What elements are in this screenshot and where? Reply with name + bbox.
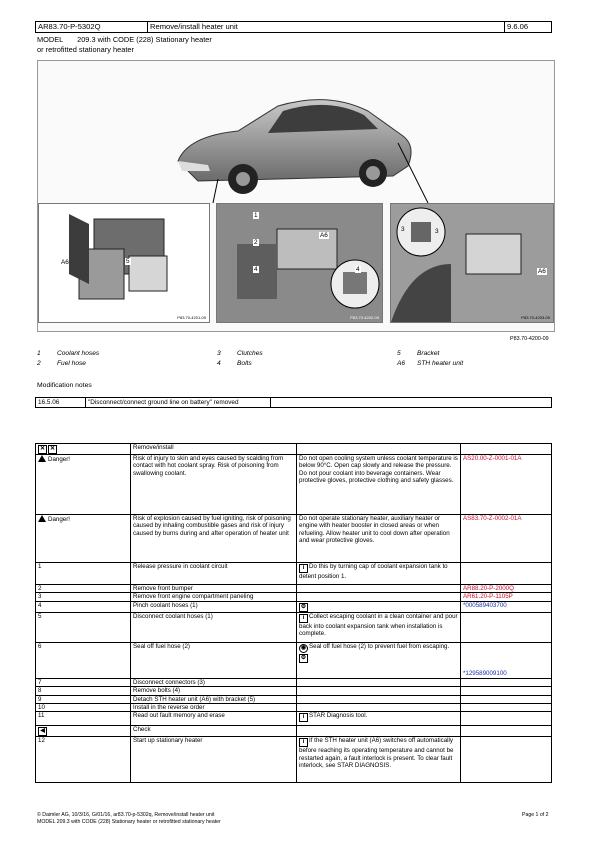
legend-item: 5 Bracket — [397, 350, 440, 357]
danger-measure: Do not operate stationary heater, auxiliary heater or engine with heater booster in closed areas or when refueling. Allow heater unit to cool down after operation and wear protective gloves. — [297, 515, 461, 563]
table-row — [36, 678, 552, 686]
step-ref-link[interactable]: AR88.20-P-2000Q — [461, 585, 552, 593]
doc-title: Remove/install heater unit — [148, 22, 505, 33]
step-action: Remove front bumper — [131, 585, 297, 593]
table-row — [36, 563, 552, 585]
step-note: i Collect escaping coolant in a clean container and pour back into coolant expansion tank when installation is complete. — [297, 612, 461, 642]
step-note: i STAR Diagnosis tool. — [297, 712, 461, 726]
remove-install-icons: ✕ ✕ — [36, 444, 131, 455]
callout-5: 5 — [126, 258, 130, 265]
callout-4-detail: 4 — [356, 266, 360, 273]
step-action: Seal off fuel hose (2) — [131, 642, 297, 678]
step-action: Remove bolts (4) — [131, 687, 297, 695]
callout-3: 3 — [401, 226, 405, 233]
check-icon-cell — [36, 726, 131, 737]
legend-item: 4 Bolts — [217, 360, 252, 367]
step-action: Remove front engine compartment paneling — [131, 593, 297, 601]
step-action: Detach STH heater unit (A6) with bracket (5) — [131, 695, 297, 703]
table-row — [36, 601, 552, 612]
footer-line-2: MODEL 209.3 with CODE (228) Stationary heater or retrofitted stationary heater — [37, 819, 221, 825]
wheel-arch-drawing — [391, 204, 553, 322]
footer-line-1: © Daimler AG, 10/3/16, G/01/16, ar83.70-p-5302q, Remove/install heater unit — [37, 812, 215, 818]
legend — [37, 350, 553, 370]
warning-icon — [38, 455, 46, 462]
figure-ref: P83.70-4200-09 — [510, 336, 549, 342]
table-row — [36, 695, 552, 703]
info-icon: i — [299, 614, 308, 623]
step-number: 4 — [36, 601, 131, 612]
modification-date: 16.5.06 — [36, 398, 86, 408]
step-ref-link[interactable]: AR61.20-P-1105P — [461, 593, 552, 601]
step-note — [297, 601, 461, 612]
step-action: Read out fault memory and erase — [131, 712, 297, 726]
step-action: Pinch coolant hoses (1) — [131, 601, 297, 612]
model-line-1 — [37, 35, 212, 44]
figure-panel-middle — [216, 203, 383, 323]
figure-panel-left — [38, 203, 210, 323]
callout-4: 4 — [254, 266, 258, 273]
danger-ref-link[interactable]: AS20.00-Z-0001-01A — [461, 455, 552, 515]
modification-text: "Disconnect/connect ground line on battery" removed — [86, 398, 271, 408]
table-row — [36, 642, 552, 678]
danger-risk: Risk of injury to skin and eyes caused by scalding from contact with hot coolant spray. Risk of poisoning from swallowing coolant. — [131, 455, 297, 515]
steps-table — [35, 443, 552, 783]
modification-title: Modification notes — [37, 382, 92, 389]
info-icon: i — [299, 564, 308, 573]
step-number: 7 — [36, 678, 131, 686]
panel-id: P83.70-4201-09 — [177, 315, 206, 320]
step-action: Install in the reverse order — [131, 704, 297, 712]
table-row — [36, 444, 552, 455]
step-number: 1 — [36, 563, 131, 585]
table-row — [36, 726, 552, 737]
info-icon: i — [299, 738, 308, 747]
callout-a6-right: A6 — [538, 268, 546, 275]
model-text: 209.3 with CODE (228) Stationary heater — [77, 35, 212, 44]
table-row — [36, 612, 552, 642]
warning-icon — [38, 515, 46, 522]
callout-1: 1 — [254, 212, 258, 219]
check-icon: ◀ — [38, 727, 47, 736]
page-number: Page 1 of 2 — [522, 812, 549, 818]
panel-id: P83.70-4202-09 — [350, 315, 379, 320]
engine-bay-drawing — [217, 204, 382, 322]
tool-icon: ⚙ — [300, 654, 307, 661]
step-head: Remove/install — [131, 444, 297, 455]
step-number: 8 — [36, 687, 131, 695]
step-action: Start up stationary heater — [131, 737, 297, 783]
info-icon: i — [299, 713, 308, 722]
danger-measure: Do not open cooling system unless coolant temperature is below 90°C. Open cap slowly and release the pressure. Do not pour coolant into beverage containers. Wear protective gloves, protective clothing and safety glasses. — [297, 455, 461, 515]
callout-2: 2 — [254, 239, 258, 246]
table-row — [36, 712, 552, 726]
legend-item: 2 Fuel hose — [37, 360, 86, 367]
callout-a6-middle: A6 — [320, 232, 328, 239]
step-number: 2 — [36, 585, 131, 593]
step-number: 11 — [36, 712, 131, 726]
step-number: 5 — [36, 612, 131, 642]
tool-ref-link[interactable]: *000589403700 — [461, 601, 552, 612]
header-table — [35, 21, 552, 33]
figure-panel-right — [390, 203, 554, 323]
table-row — [36, 737, 552, 783]
table-row — [36, 593, 552, 601]
callout-a6: A6 — [61, 259, 69, 266]
tool-ref-link[interactable]: *129589009100 — [461, 642, 552, 678]
model-line-2: or retrofitted stationary heater — [37, 45, 134, 54]
legend-item: 1 Coolant hoses — [37, 350, 100, 357]
step-number: 9 — [36, 695, 131, 703]
tool-icon: ⚙ — [300, 603, 307, 610]
doc-id: AR83.70-P-5302Q — [36, 22, 148, 33]
callout-3-second: 3 — [435, 228, 439, 235]
danger-cell: Danger! — [36, 515, 131, 563]
step-action: Disconnect connectors (3) — [131, 678, 297, 686]
environment-icon: ◉ — [300, 644, 307, 651]
table-row — [36, 455, 552, 515]
figure-frame — [37, 60, 555, 332]
step-note: i If the STH heater unit (A6) switches off automatically before reaching its operating temperature and cannot be restarted again, a fault interlock is present. To clear fault interlock, see STAR DIAGNOSIS. — [297, 737, 461, 783]
step-note: ◉ Seal off fuel hose (2) to prevent fuel from escaping. ⚙ — [297, 642, 461, 678]
step-number: 6 — [36, 642, 131, 678]
model-label: MODEL — [37, 35, 64, 44]
step-action: Release pressure in coolant circuit — [131, 563, 297, 585]
step-action: Disconnect coolant hoses (1) — [131, 612, 297, 642]
table-row — [36, 704, 552, 712]
doc-date: 9.6.06 — [505, 22, 552, 33]
legend-item: A6 STH heater unit — [397, 360, 464, 367]
legend-item: 3 Clutches — [217, 350, 263, 357]
step-number: 12 — [36, 737, 131, 783]
table-row — [36, 515, 552, 563]
table-row — [36, 585, 552, 593]
danger-cell: Danger! — [36, 455, 131, 515]
step-number: 3 — [36, 593, 131, 601]
step-note: i Do this by turning cap of coolant expansion tank to detent position 1. — [297, 563, 461, 585]
step-action: Check — [131, 726, 297, 737]
danger-risk: Risk of explosion caused by fuel igniting, risk of poisoning caused by inhaling combustible gases and risk of injury caused by burns during and after operation of heater unit — [131, 515, 297, 563]
table-row — [36, 687, 552, 695]
danger-ref-link[interactable]: AS83.70-Z-0002-01A — [461, 515, 552, 563]
modification-table — [35, 397, 552, 408]
step-number: 10 — [36, 704, 131, 712]
panel-id: P83.70-4203-09 — [521, 315, 550, 320]
